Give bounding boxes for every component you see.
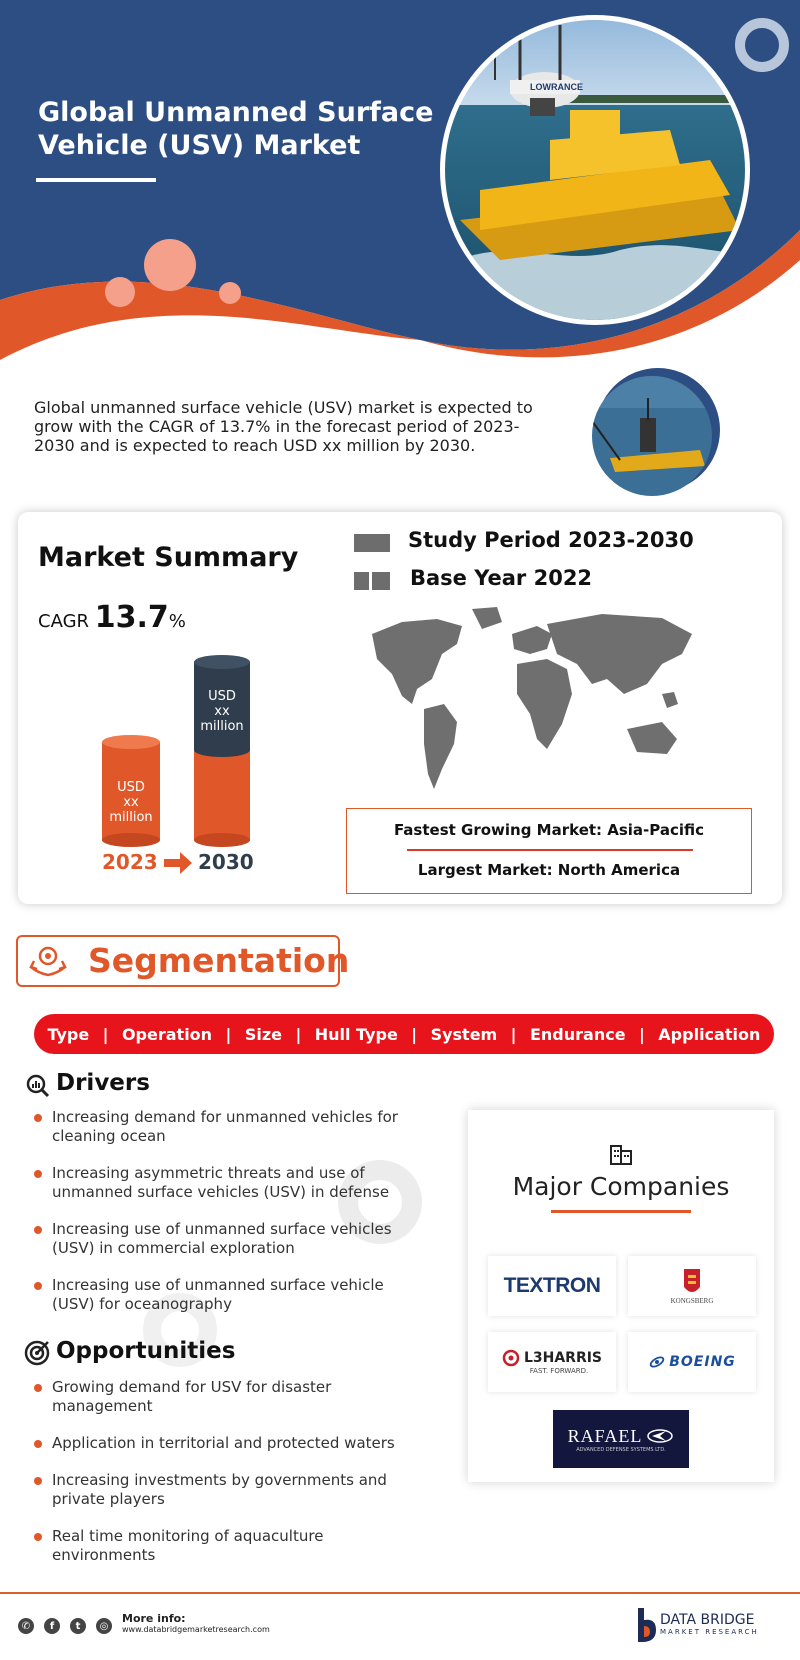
magnifier-chart-icon xyxy=(26,1074,50,1098)
rafael-text: RAFAEL xyxy=(567,1425,643,1446)
l3harris-tagline: FAST. FORWARD. xyxy=(529,1367,589,1375)
rafael-logo xyxy=(553,1410,689,1468)
cagr-unit: % xyxy=(168,611,186,632)
segment-separator: | xyxy=(295,1024,302,1044)
major-companies-title: Major Companies xyxy=(512,1172,730,1201)
footer-divider xyxy=(0,1592,800,1594)
divider xyxy=(407,849,693,851)
boat-brand-text: LOWRANCE xyxy=(530,82,583,92)
list-item: Application in territorial and protected waters xyxy=(32,1434,412,1453)
drivers-title: Drivers xyxy=(56,1070,150,1096)
cagr-number: 13.7 xyxy=(94,600,169,635)
segment-operation[interactable]: Operation xyxy=(121,1024,213,1044)
segment-separator: | xyxy=(510,1024,517,1044)
social-links xyxy=(18,1618,112,1634)
segment-separator: | xyxy=(639,1024,645,1044)
facebook-icon[interactable]: f xyxy=(44,1618,60,1634)
cagr-value xyxy=(38,600,186,635)
market-highlights-box xyxy=(346,808,752,894)
kongsberg-logo xyxy=(628,1256,756,1316)
list-item: Increasing use of unmanned surface vehicles (USV) in commercial exploration xyxy=(32,1220,422,1258)
segmentation-bar xyxy=(34,1014,774,1054)
boeing-logo xyxy=(628,1332,756,1392)
bar-2030-label: USD xx million xyxy=(200,689,244,734)
year-2023: 2023 xyxy=(102,850,158,874)
rafael-emblem-icon xyxy=(646,1428,674,1444)
list-item: Real time monitoring of aquaculture environments xyxy=(32,1527,412,1565)
world-map xyxy=(362,604,712,804)
brand-name: DATA BRIDGE xyxy=(660,1612,755,1628)
textron-logo xyxy=(488,1256,616,1316)
kongsberg-crest-icon xyxy=(682,1267,702,1297)
segment-separator: | xyxy=(411,1024,418,1044)
instagram-icon[interactable]: ◎ xyxy=(96,1618,112,1634)
drivers-list xyxy=(32,1108,422,1314)
segmentation-icon xyxy=(28,945,68,979)
whatsapp-icon[interactable]: ✆ xyxy=(18,1618,34,1634)
segment-separator: | xyxy=(225,1024,232,1044)
brand-sub: MARKET RESEARCH xyxy=(660,1628,759,1636)
fastest-growing-market: Fastest Growing Market: Asia-Pacific xyxy=(393,821,705,839)
textron-text: TEXTRON xyxy=(503,1274,601,1297)
target-icon xyxy=(24,1340,50,1366)
list-item: Increasing asymmetric threats and use of unmanned surface vehicles (USV) in defense xyxy=(32,1164,422,1202)
segmentation-title: Segmentation xyxy=(88,941,350,980)
opportunities-title: Opportunities xyxy=(56,1338,236,1364)
more-info xyxy=(122,1612,270,1634)
segment-size[interactable]: Size xyxy=(244,1024,282,1044)
study-period-label: Study Period 2023-2030 xyxy=(408,528,694,552)
l3harris-logo xyxy=(488,1332,616,1392)
market-summary-title: Market Summary xyxy=(38,542,299,573)
intro-text: Global unmanned surface vehicle (USV) market is expected to grow with the CAGR of 13.7% in the forecast period of 2023-2030 and is expected to reach USD xx million by 2030. xyxy=(34,398,533,455)
l3harris-emblem-icon xyxy=(502,1349,520,1367)
segment-application[interactable]: Application xyxy=(658,1024,761,1044)
list-item: Growing demand for USV for disaster management xyxy=(32,1378,412,1416)
small-boat-photo xyxy=(580,368,730,498)
cagr-label: CAGR xyxy=(38,611,90,632)
segmentation-header xyxy=(16,935,350,987)
largest-market: Largest Market: North America xyxy=(417,861,681,879)
major-companies-card xyxy=(468,1110,774,1482)
building-icon xyxy=(609,1142,633,1166)
segment-type[interactable]: Type xyxy=(47,1024,90,1044)
rafael-tagline: ADVANCED DEFENSE SYSTEMS LTD. xyxy=(576,1446,666,1453)
year-2030: 2030 xyxy=(198,850,254,874)
boeing-row xyxy=(648,1353,736,1371)
base-year-swatch xyxy=(354,572,390,590)
twitter-icon[interactable]: t xyxy=(70,1618,86,1634)
segment-system[interactable]: System xyxy=(430,1024,498,1044)
page-title: Global Unmanned Surface Vehicle (USV) Market xyxy=(38,97,434,161)
list-item: Increasing demand for unmanned vehicles for cleaning ocean xyxy=(32,1108,422,1146)
segment-hull-type[interactable]: Hull Type xyxy=(314,1024,398,1044)
opportunities-list xyxy=(32,1378,412,1565)
segment-endurance[interactable]: Endurance xyxy=(529,1024,626,1044)
base-year-label: Base Year 2022 xyxy=(410,566,593,590)
more-info-label: More info: xyxy=(122,1612,186,1625)
kongsberg-text: KONGSBERG xyxy=(670,1297,714,1305)
data-bridge-brand xyxy=(660,1612,759,1636)
l3harris-row xyxy=(502,1349,602,1367)
arrow-icon xyxy=(164,852,192,874)
data-bridge-logo-icon xyxy=(634,1606,660,1644)
boat-photo xyxy=(420,10,770,340)
title-underline xyxy=(36,178,156,182)
decorative-circles xyxy=(100,235,250,315)
title-underline xyxy=(551,1210,691,1213)
website-link[interactable]: www.databridgemarketresearch.com xyxy=(122,1625,270,1634)
segment-separator: | xyxy=(102,1024,109,1044)
boeing-emblem-icon xyxy=(648,1353,666,1371)
rafael-row xyxy=(568,1426,675,1447)
study-period-swatch xyxy=(354,534,390,552)
l3harris-text: L3HARRIS xyxy=(523,1350,603,1366)
list-item: Increasing use of unmanned surface vehicle (USV) for oceanography xyxy=(32,1276,422,1314)
bar-2023-label: USD xx million xyxy=(109,780,153,825)
list-item: Increasing investments by governments and private players xyxy=(32,1471,412,1509)
boeing-text: BOEING xyxy=(669,1354,736,1370)
